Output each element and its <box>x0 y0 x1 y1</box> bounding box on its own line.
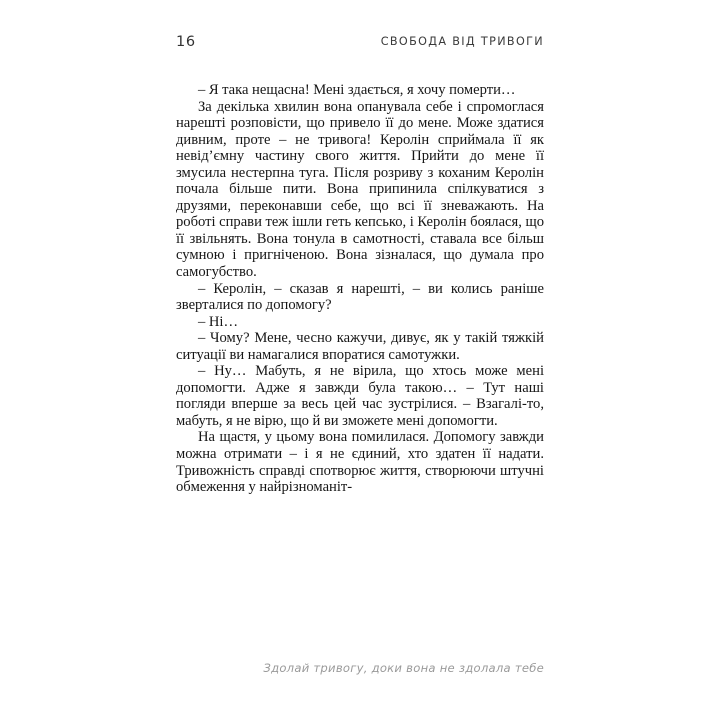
running-head-title: СВОБОДА ВІД ТРИВОГИ <box>380 35 544 48</box>
page-number: 16 <box>176 34 196 50</box>
paragraph: – Ну… Мабуть, я не вірила, що хтось може мені допомогти. Адже я завжди була такою… – Тут наші погляди вперше за весь цей час зустрілися. – Взагалі-то, мабуть, я не вірю, що й ви зможете мені допомогти. <box>176 363 544 429</box>
paragraph: – Я така нещасна! Мені здається, я хочу померти… <box>198 82 516 98</box>
paragraph: – Керолін, – сказав я нарешті, – ви колись раніше зверталися по допомогу? <box>176 280 544 314</box>
page-footer <box>176 659 544 677</box>
footer-tagline: Здолай тривогу, доки вона не здолала тебе <box>263 661 544 675</box>
paragraph: – Чому? Мене, чесно кажучи, дивує, як у такій тяжкій ситуації ви намагалися впоратися самотужки. <box>176 330 544 363</box>
paragraph: За декілька хвилин вона опанувала себе і спромоглася нарешті розповісти, що привело її до мене. Може здатися дивним, проте – не тривога! Керолін сприймала її як невід’ємну частину свого життя. Прийти до мене її змусила нестерпна туга. Після розриву з коханим Керолін почала більше пити. Вона припинила спілкуватися з друзями, переконавши себе, що всі її зневажають. На роботі справи теж ішли геть кепсько, і Керолін боялася, що її звільнять. Вона тонула в самотності, ставала все більш сумною і пригніченою. Вона зізналася, що думала про самогубство. <box>176 98 544 281</box>
running-head <box>176 33 544 51</box>
body-text-block <box>176 82 544 496</box>
paragraph: На щастя, у цьому вона помилилася. Допомогу завжди можна отримати – і я не єдиний, хто здатен її надати. Тривожність справді спотворює життя, створюючи штучні обмеження у найрізноманіт- <box>176 429 544 496</box>
paragraph: – Ні… <box>198 313 239 330</box>
